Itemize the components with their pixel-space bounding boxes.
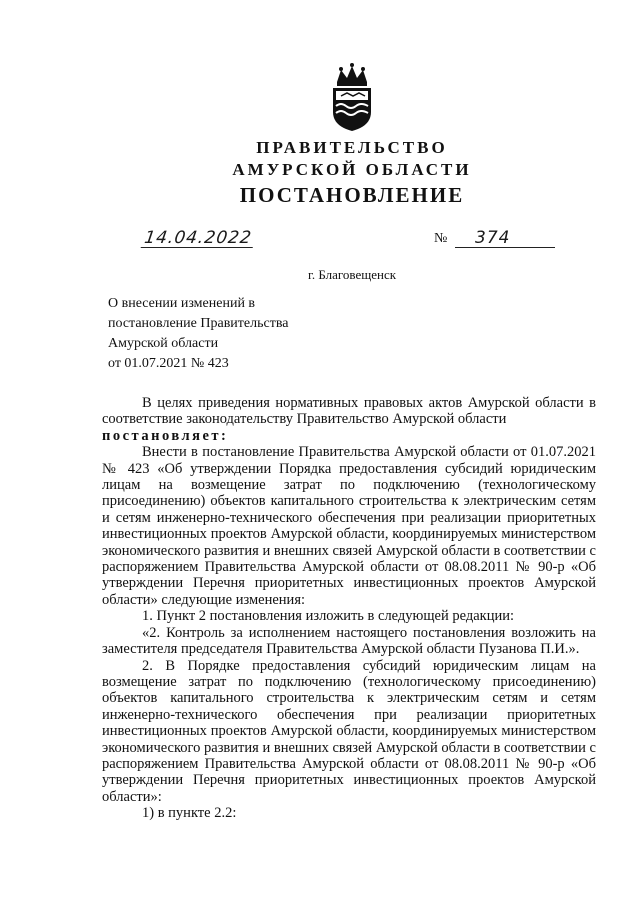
document-type-title: ПОСТАНОВЛЕНИЕ <box>239 183 465 207</box>
organization-name-line1: ПРАВИТЕЛЬСТВО <box>256 138 448 157</box>
subject-line: от 01.07.2021 № 423 <box>108 356 229 371</box>
body-paragraph: «2. Контроль за исполнением настоящего постановления возложить на заместителя председателя Правительства Амурской области Пузанова П.И.». <box>102 624 596 658</box>
body-paragraph: Внести в постановление Правительства Амурской области от 01.07.2021 № 423 «Об утверждении Порядка предоставления субсидий юридическим лицам на возмещение затрат по подключению (технологическому присоединению) объектов капитального строительства к электрическим сетям и сетям инженерно-технического обеспечения при реализации приоритетных инвестиционных проектов Амурской области, координируемых министерством экономического развития и внешних связей Амурской области в соответствии с распоряжением Правительства Амурской области от 08.08.2011 № 90-р «Об утверждении Перечня приоритетных инвестиционных проектов Амурской области» следующие изменения: <box>102 444 596 608</box>
organization-name-line2: АМУРСКОЙ ОБЛАСТИ <box>232 160 472 179</box>
subject-line: постановление Правительства <box>108 316 289 331</box>
number-label: № <box>434 231 448 246</box>
resolve-word: постановляет: <box>102 427 229 444</box>
body-paragraph: 1. Пункт 2 постановления изложить в следующей редакции: <box>142 608 515 625</box>
subject-line: Амурской области <box>108 336 219 351</box>
document-body <box>102 395 596 822</box>
coat-of-arms-icon <box>327 62 377 132</box>
document-subject <box>108 294 288 374</box>
city-name: г. Благовещенск <box>307 267 397 282</box>
document-date: 14.04.2022 <box>141 229 256 248</box>
body-paragraph: 1) в пункте 2.2: <box>142 805 237 822</box>
subject-line: О внесении изменений в <box>108 296 256 311</box>
preamble-paragraph: В целях приведения нормативных правовых актов Амурской области в соответствие законодательству Правительство Амурской области <box>102 395 596 428</box>
body-paragraph: 2. В Порядке предоставления субсидий юридическим лицам на возмещение затрат по подключению (технологическому присоединению) объектов капитального строительства к электрическим сетям и сетям инженерно-технического обеспечения при реализации приоритетных инвестиционных проектов Амурской области, координируемых министерством экономического развития и внешних связей Амурской области в соответствии с распоряжением Правительства Амурской области от 08.08.2011 № 90-р «Об утверждении Перечня приоритетных инвестиционных проектов Амурской области»: <box>102 657 596 805</box>
document-number: 374 <box>455 229 555 248</box>
